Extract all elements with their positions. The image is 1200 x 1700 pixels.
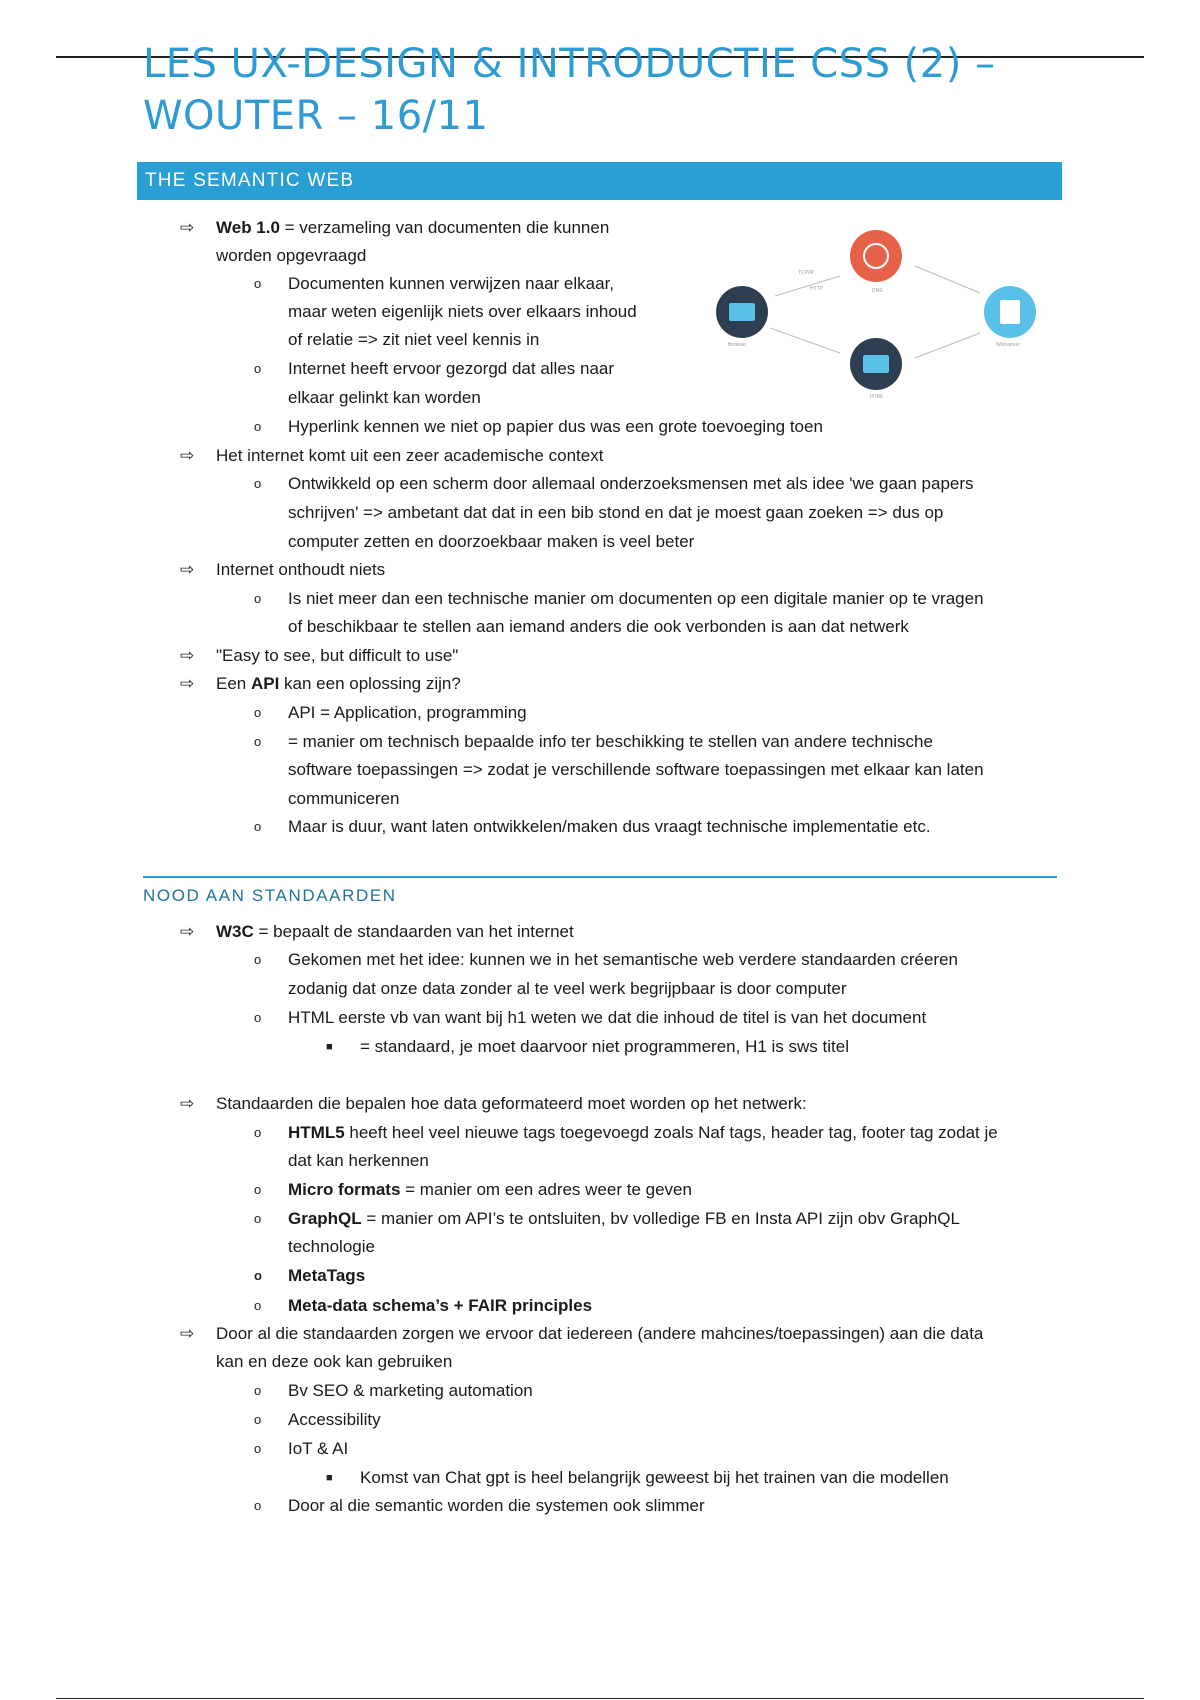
term: Micro formats xyxy=(288,1180,401,1199)
list-item: API = Application, programming xyxy=(288,703,527,722)
circle-bullet: o xyxy=(254,705,262,720)
diagram-label: HTML xyxy=(870,394,884,400)
dns-node-icon xyxy=(850,230,902,282)
section-heading-semantic-web: THE SEMANTIC WEB xyxy=(137,162,1062,200)
list-item: computer zetten en doorzoekbaar maken is veel beter xyxy=(288,532,695,551)
list-item xyxy=(288,1292,592,1320)
list-item xyxy=(216,918,574,946)
circle-bullet: o xyxy=(254,361,262,376)
list-item: elkaar gelinkt kan worden xyxy=(288,388,481,407)
arrow-bullet: ⇨ xyxy=(180,218,195,237)
term: API xyxy=(250,674,280,693)
circle-bullet: o xyxy=(254,1383,262,1398)
browser-node-icon xyxy=(716,286,768,338)
list-item xyxy=(288,1205,960,1233)
list-item: schrijven' => ambetant dat dat in een bib stond en dat je moest gaan zoeken => dus op xyxy=(288,503,944,522)
list-item: communiceren xyxy=(288,789,400,808)
list-item: IoT & AI xyxy=(288,1439,349,1458)
connector-html-webserver xyxy=(915,333,980,358)
list-item xyxy=(288,1262,365,1290)
arrow-bullet: ⇨ xyxy=(180,560,195,579)
list-item: software toepassingen => zodat je verschillende software toepassingen met elkaar kan laten xyxy=(288,760,984,779)
list-item: kan en deze ook kan gebruiken xyxy=(216,1352,453,1371)
arrow-bullet: ⇨ xyxy=(180,446,195,465)
list-item: Het internet komt uit een zeer academische context xyxy=(216,446,604,465)
list-item: technologie xyxy=(288,1237,375,1256)
circle-bullet: o xyxy=(254,1211,262,1226)
list-item: Komst van Chat gpt is heel belangrijk geweest bij het trainen van die modellen xyxy=(360,1468,949,1487)
arrow-bullet: ⇨ xyxy=(180,674,195,693)
list-item: worden opgevraagd xyxy=(216,246,367,265)
arrow-bullet: ⇨ xyxy=(180,646,195,665)
diagram-label: Webserver xyxy=(996,342,1021,348)
list-item: = standaard, je moet daarvoor niet programmeren, H1 is sws titel xyxy=(360,1037,849,1056)
title-line-1: LES UX-DESIGN & INTRODUCTIE CSS (2) – xyxy=(143,41,996,87)
list-item: Standaarden die bepalen hoe data geformateerd moet worden op het netwerk: xyxy=(216,1094,807,1113)
list-item xyxy=(288,1119,998,1147)
list-item: = manier om technisch bepaalde info ter beschikking te stellen van andere technische xyxy=(288,732,933,751)
list-item: Hyperlink kennen we niet op papier dus was een grote toevoeging toen xyxy=(288,417,823,436)
item-text: = manier om API’s te ontsluiten, bv volledige FB en Insta API zijn obv GraphQL xyxy=(361,1209,960,1228)
list-item: zodanig dat onze data zonder al te veel werk begrijpbaar is door computer xyxy=(288,979,847,998)
circle-bullet: o xyxy=(254,819,262,834)
term: Web 1.0 xyxy=(216,218,280,237)
circle-bullet: o xyxy=(254,1498,262,1513)
term: W3C xyxy=(216,922,254,941)
page-title xyxy=(143,38,1063,142)
list-item: Accessibility xyxy=(288,1410,381,1429)
list-item: Documenten kunnen verwijzen naar elkaar, xyxy=(288,274,615,293)
list-item xyxy=(288,1176,692,1204)
circle-bullet: o xyxy=(254,952,262,967)
circle-bullet: o xyxy=(254,591,262,606)
connector-browser-dns xyxy=(775,276,840,296)
list-item: Maar is duur, want laten ontwikkelen/maken dus vraagt technische implementatie etc. xyxy=(288,817,931,836)
arrow-bullet: ⇨ xyxy=(180,922,195,941)
list-item: Bv SEO & marketing automation xyxy=(288,1381,533,1400)
diagram-label: Browser xyxy=(728,342,747,348)
circle-bullet: o xyxy=(254,1412,262,1427)
title-line-2: WOUTER – 16/11 xyxy=(143,93,489,139)
diagram-label: DNS xyxy=(872,288,883,294)
section-heading-standaarden: NOOD AAN STANDAARDEN xyxy=(143,876,1057,910)
item-text: kan een oplossing zijn? xyxy=(279,674,461,693)
list-item xyxy=(216,670,461,698)
webserver-node-icon xyxy=(984,286,1036,338)
square-bullet: ■ xyxy=(326,1041,333,1053)
item-text: = manier om een adres weer te geven xyxy=(400,1180,692,1199)
list-item: Is niet meer dan een technische manier om documenten op een digitale manier op te vragen xyxy=(288,589,984,608)
list-item: of relatie => zit niet veel kennis in xyxy=(288,330,540,349)
circle-bullet: o xyxy=(254,476,262,491)
connector-browser-html xyxy=(770,328,840,353)
web-architecture-diagram xyxy=(700,218,1060,408)
list-item: "Easy to see, but difficult to use" xyxy=(216,646,459,665)
circle-bullet: o xyxy=(254,276,262,291)
circle-bullet: o xyxy=(254,1125,262,1140)
html-node-icon xyxy=(850,338,902,390)
circle-bullet: o xyxy=(254,1010,262,1025)
arrow-bullet: ⇨ xyxy=(180,1324,195,1343)
diagram-label: HTTP xyxy=(810,286,824,292)
term: MetaTags xyxy=(288,1266,366,1285)
item-text: = verzameling van documenten die kunnen xyxy=(279,218,610,237)
circle-bullet: o xyxy=(254,1182,262,1197)
square-bullet: ■ xyxy=(326,1472,333,1484)
circle-bullet: o xyxy=(254,734,262,749)
item-text: = bepaalt de standaarden van het internet xyxy=(253,922,574,941)
circle-bullet: o xyxy=(254,1298,262,1313)
list-item: dat kan herkennen xyxy=(288,1151,429,1170)
term: HTML5 xyxy=(288,1123,345,1142)
list-item: Internet onthoudt niets xyxy=(216,560,386,579)
arrow-bullet: ⇨ xyxy=(180,1094,195,1113)
term: Meta-data schema’s + FAIR principles xyxy=(288,1296,593,1315)
list-item: Gekomen met het idee: kunnen we in het semantische web verdere standaarden créeren xyxy=(288,950,959,969)
circle-bullet: o xyxy=(254,1268,262,1283)
item-text: heeft heel veel nieuwe tags toegevoegd zoals Naf tags, header tag, footer tag zodat je xyxy=(344,1123,998,1142)
list-item: Internet heeft ervoor gezorgd dat alles naar xyxy=(288,359,615,378)
diagram-label: TCP/IP xyxy=(798,270,815,276)
connector-dns-webserver xyxy=(915,266,980,293)
bottom-rule xyxy=(56,1698,1144,1699)
list-item: Door al die semantic worden die systemen ook slimmer xyxy=(288,1496,705,1515)
circle-bullet: o xyxy=(254,419,262,434)
item-text: Een xyxy=(216,674,251,693)
circle-bullet: o xyxy=(254,1441,262,1456)
term: GraphQL xyxy=(288,1209,362,1228)
list-item: of beschikbaar te stellen aan iemand anders die ook verbonden is aan dat netwerk xyxy=(288,617,909,636)
list-item: Door al die standaarden zorgen we ervoor dat iedereen (andere mahcines/toepassingen) aan die data xyxy=(216,1324,984,1343)
list-item: maar weten eigenlijk niets over elkaars inhoud xyxy=(288,302,637,321)
list-item: Ontwikkeld op een scherm door allemaal onderzoeksmensen met als idee 'we gaan papers xyxy=(288,474,974,493)
list-item: HTML eerste vb van want bij h1 weten we dat die inhoud de titel is van het document xyxy=(288,1008,927,1027)
list-item xyxy=(216,214,609,242)
